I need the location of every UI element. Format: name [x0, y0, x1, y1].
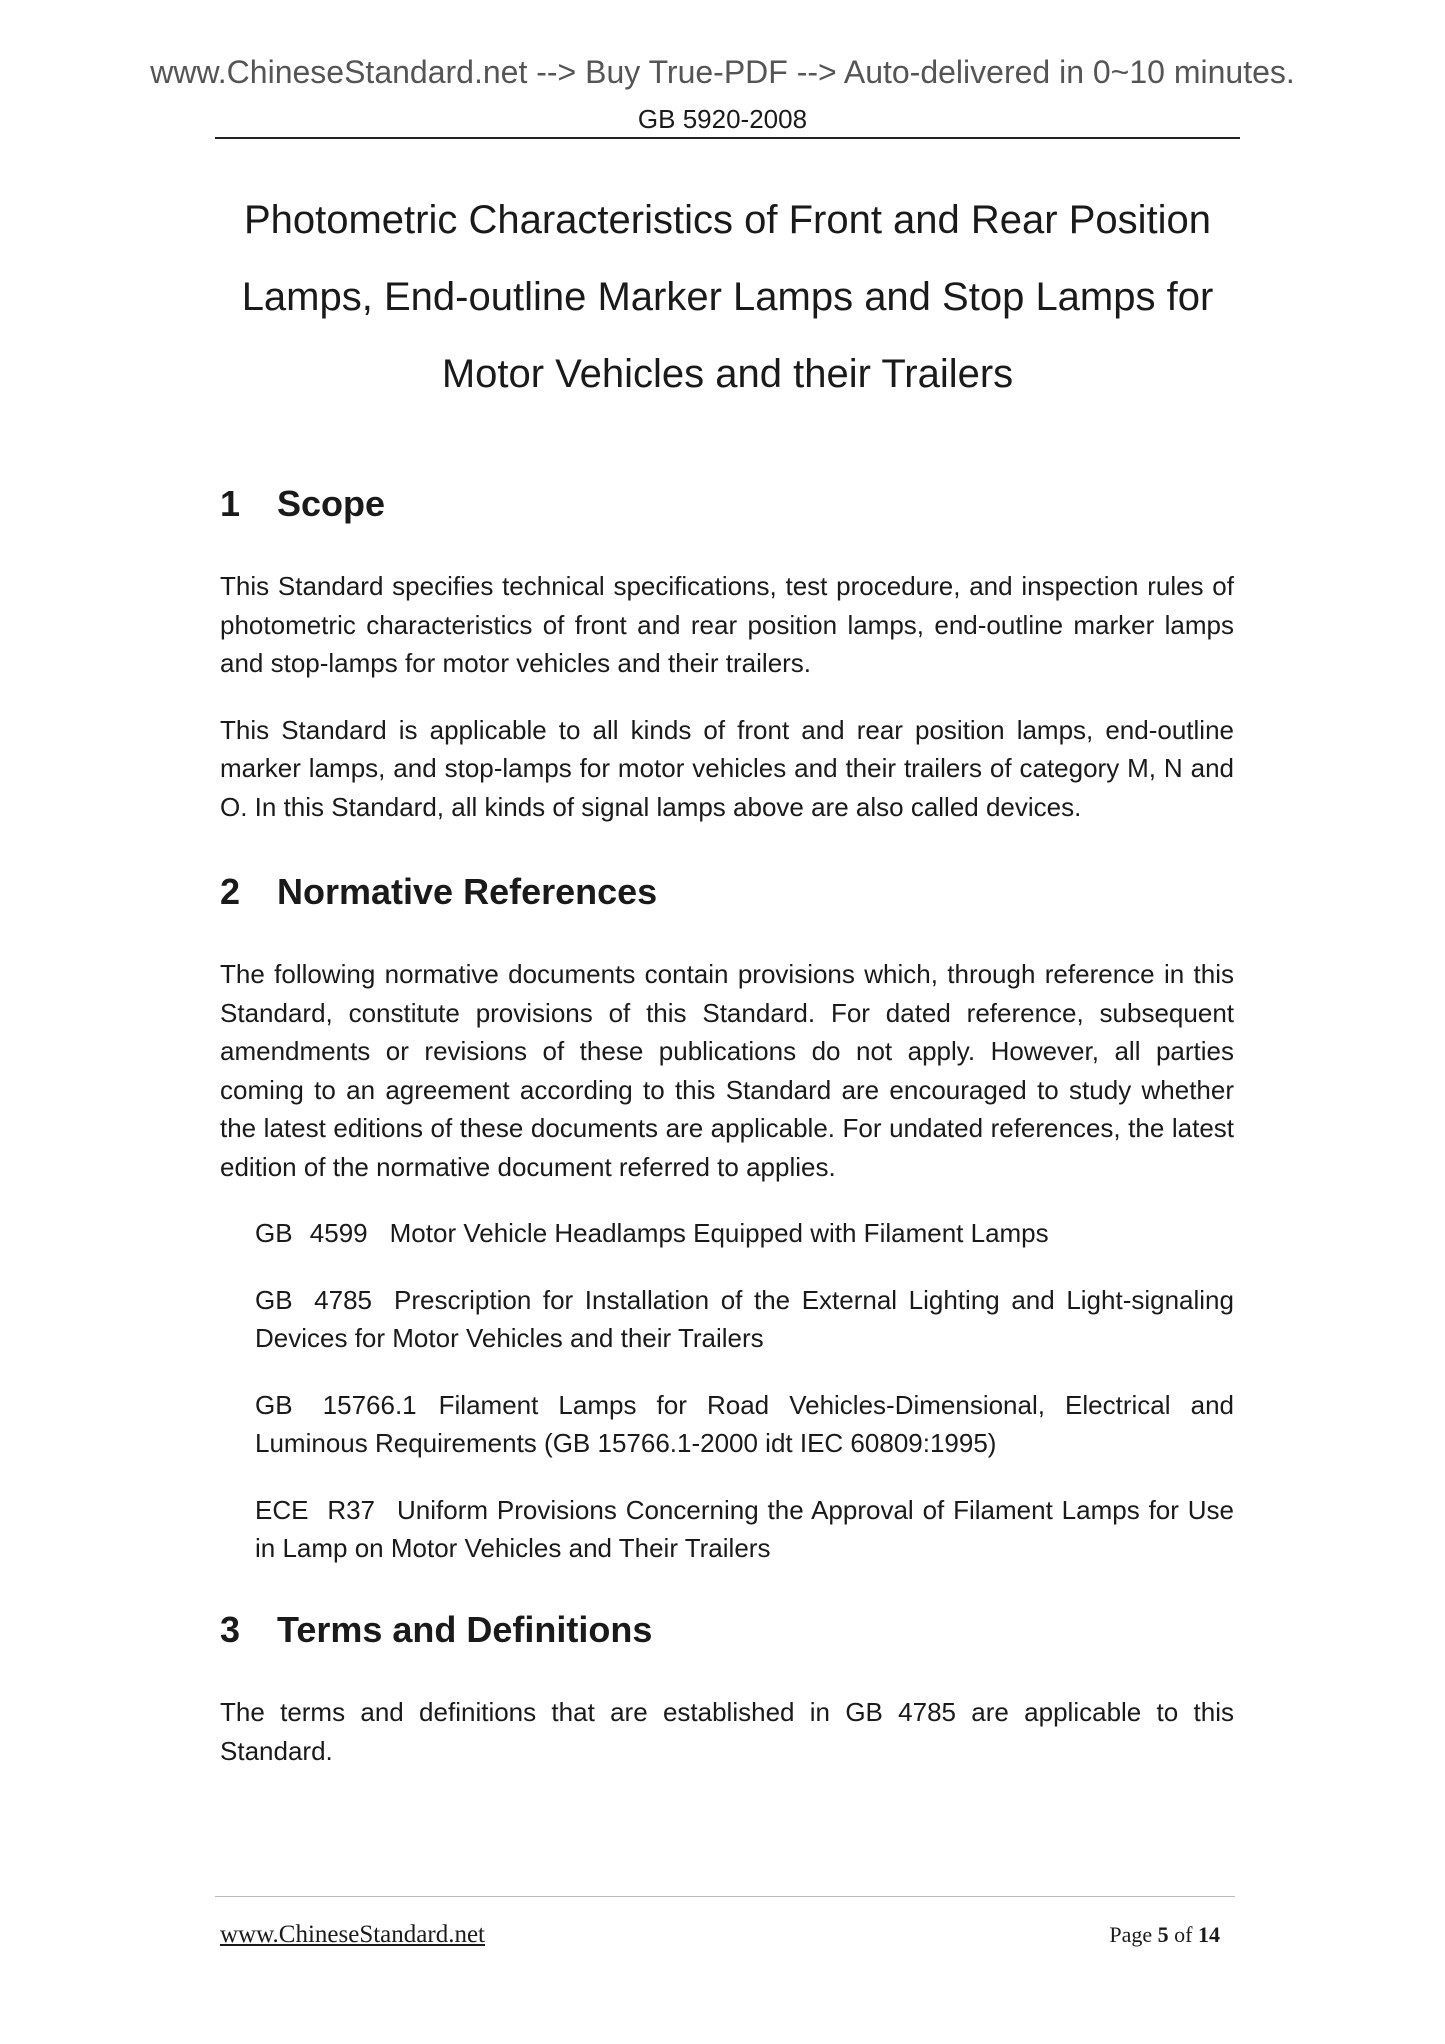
- page-total: 14: [1198, 1922, 1220, 1947]
- normative-intro-paragraph: The following normative documents contain provisions which, through reference in this Standard, constitute provisions of this Standard. For dated reference, subsequent amendments or revisions of these publications do not apply. However, all parties coming to an agreement according to this Standard are encouraged to study whether the latest editions of these documents are applicable. For undated references, the latest edition of the normative document referred to applies.: [220, 959, 1234, 1182]
- section-heading-normative-references: [220, 870, 1234, 913]
- section-number: 2: [220, 871, 241, 913]
- reference-title: Filament Lamps for Road Vehicles-Dimensional, Electrical and Luminous Requirements (GB 15766.1-2000 idt IEC 60809:1995): [255, 1389, 1234, 1459]
- section-number: 3: [220, 1608, 241, 1650]
- section-title: Terms and Definitions: [277, 1608, 653, 1650]
- section-number: 1: [220, 483, 241, 524]
- reference-code: GB 4785: [255, 1284, 372, 1315]
- title-line-3: Motor Vehicles and their Trailers: [441, 352, 1014, 396]
- section-heading-terms-definitions: [220, 1608, 1234, 1651]
- footer-website-link[interactable]: www.ChineseStandard.net: [220, 1921, 485, 1948]
- document-body: [220, 482, 1234, 1770]
- page-label: Page: [1109, 1922, 1153, 1947]
- reference-item: [255, 1386, 1234, 1463]
- page-current: 5: [1157, 1922, 1169, 1947]
- title-line-2: Lamps, End-outline Marker Lamps and Stop Lamps for: [241, 275, 1214, 319]
- reference-title: Prescription for Installation of the External Lighting and Light-signaling Devices for Motor Vehicles and their Trailers: [255, 1284, 1234, 1354]
- reference-list: [220, 1214, 1234, 1568]
- reference-item: [255, 1214, 1234, 1253]
- reference-item: [255, 1491, 1234, 1568]
- reference-code: ECE R37: [255, 1494, 376, 1525]
- reference-item: [255, 1281, 1234, 1358]
- footer-divider: [215, 1896, 1235, 1897]
- section-title: Normative References: [277, 871, 658, 913]
- scope-paragraph-2: This Standard is applicable to all kinds of front and rear position lamps, end-outline marker lamps, and stop-lamps for motor vehicles and their trailers of category M, N and O. In this Standard, all kinds of signal lamps above are also called devices.: [220, 714, 1234, 822]
- terms-paragraph: The terms and definitions that are established in GB 4785 are applicable to this Standard.: [220, 1697, 1234, 1766]
- reference-code: GB 15766.1: [255, 1389, 417, 1420]
- reference-title: Motor Vehicle Headlamps Equipped with Filament Lamps: [389, 1218, 1049, 1249]
- page-number: [1109, 1922, 1220, 1948]
- document-title: [215, 182, 1240, 413]
- title-line-1: Photometric Characteristics of Front and Rear Position: [243, 198, 1212, 242]
- reference-title: Uniform Provisions Concerning the Approval of Filament Lamps for Use in Lamp on Motor Vehicles and Their Trailers: [255, 1494, 1235, 1564]
- header-banner: www.ChineseStandard.net --> Buy True-PDF --> Auto-delivered in 0~10 minutes.: [150, 54, 1295, 90]
- header-divider: [215, 137, 1240, 139]
- section-title: Scope: [277, 483, 386, 524]
- page-of: of: [1174, 1922, 1193, 1947]
- reference-code: GB 4599: [255, 1218, 368, 1249]
- section-heading-scope: [220, 482, 1234, 525]
- standard-code: GB 5920-2008: [637, 104, 808, 134]
- scope-paragraph-1: This Standard specifies technical specifications, test procedure, and inspection rules of photometric characteristics of front and rear position lamps, end-outline marker lamps and stop-lamps for motor vehicles and their trailers.: [220, 571, 1234, 679]
